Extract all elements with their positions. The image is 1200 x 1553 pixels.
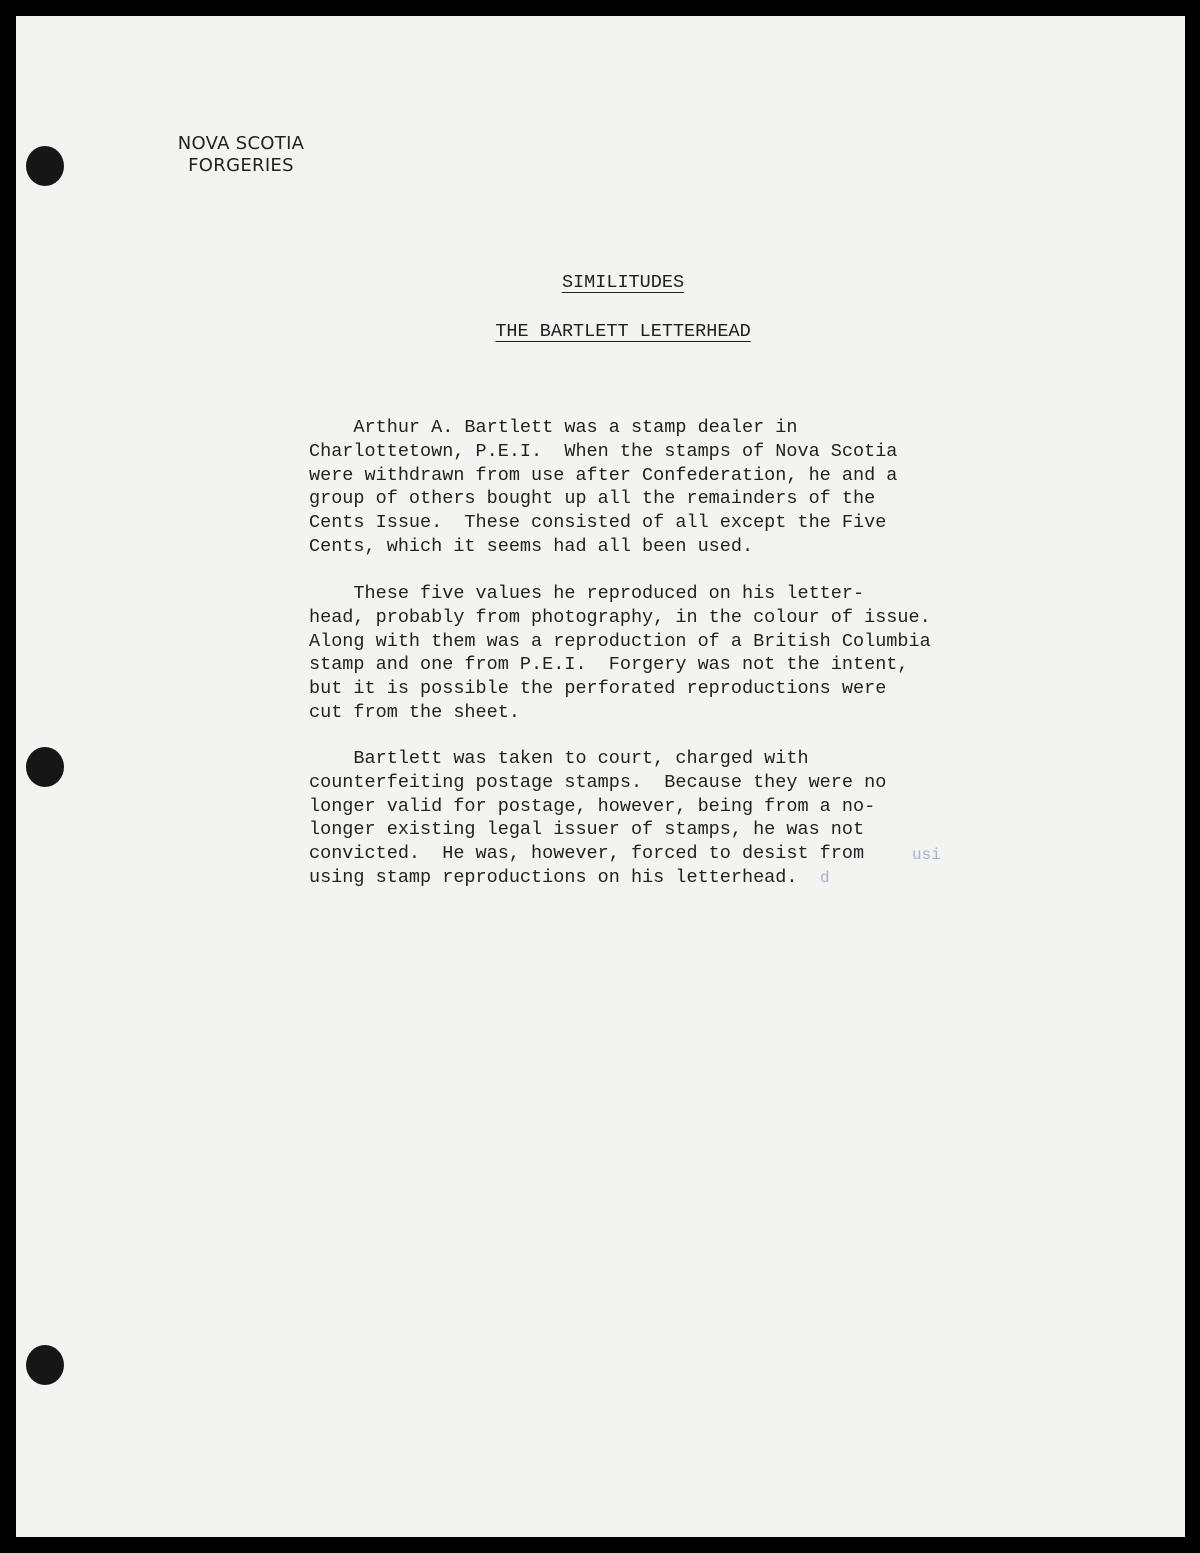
- punch-hole-bottom: [26, 1345, 64, 1385]
- text-line: These five values he reproduced on his letter-: [309, 583, 865, 604]
- text-line: Bartlett was taken to court, charged with: [309, 748, 809, 769]
- text-line: stamp and one from P.E.I. Forgery was not the intent,: [309, 654, 909, 676]
- text-line: using stamp reproductions on his letterhead.: [309, 866, 798, 888]
- section-label-line: FORGERIES: [188, 155, 294, 176]
- faint-offset-text: d: [820, 869, 830, 887]
- text-line: longer valid for postage, however, being from a no-: [309, 795, 876, 817]
- faint-offset-text: usi: [912, 846, 941, 864]
- section-label: [166, 133, 316, 177]
- text-line: but it is possible the perforated reproductions were: [309, 678, 887, 700]
- paragraph-3: [309, 747, 886, 890]
- paragraph-2: [309, 582, 931, 725]
- punch-hole-top: [26, 146, 64, 186]
- text-line: head, probably from photography, in the colour of issue.: [309, 606, 931, 628]
- paragraph-1: [309, 416, 897, 559]
- document-page: [16, 16, 1185, 1537]
- text-line: Cents, which it seems had all been used.: [309, 535, 754, 557]
- text-line: Cents Issue. These consisted of all except the Five: [309, 512, 887, 534]
- text-line: were withdrawn from use after Confederation, he and a: [309, 464, 898, 486]
- punch-hole-middle: [26, 747, 64, 787]
- text-line: cut from the sheet.: [309, 701, 520, 723]
- text-line: Charlottetown, P.E.I. When the stamps of Nova Scotia: [309, 440, 898, 462]
- page-subtitle: THE BARTLETT LETTERHEAD: [495, 321, 751, 342]
- text-line: counterfeiting postage stamps. Because they were no: [309, 771, 887, 793]
- page-title: SIMILITUDES: [561, 272, 685, 293]
- section-label-line: NOVA SCOTIA: [177, 133, 305, 154]
- text-line: longer existing legal issuer of stamps, he was not: [309, 819, 865, 841]
- text-line: group of others bought up all the remainders of the: [309, 488, 876, 510]
- text-line: Arthur A. Bartlett was a stamp dealer in: [309, 417, 798, 438]
- text-line: convicted. He was, however, forced to desist from: [309, 843, 865, 865]
- text-line: Along with them was a reproduction of a British Columbia: [309, 630, 931, 652]
